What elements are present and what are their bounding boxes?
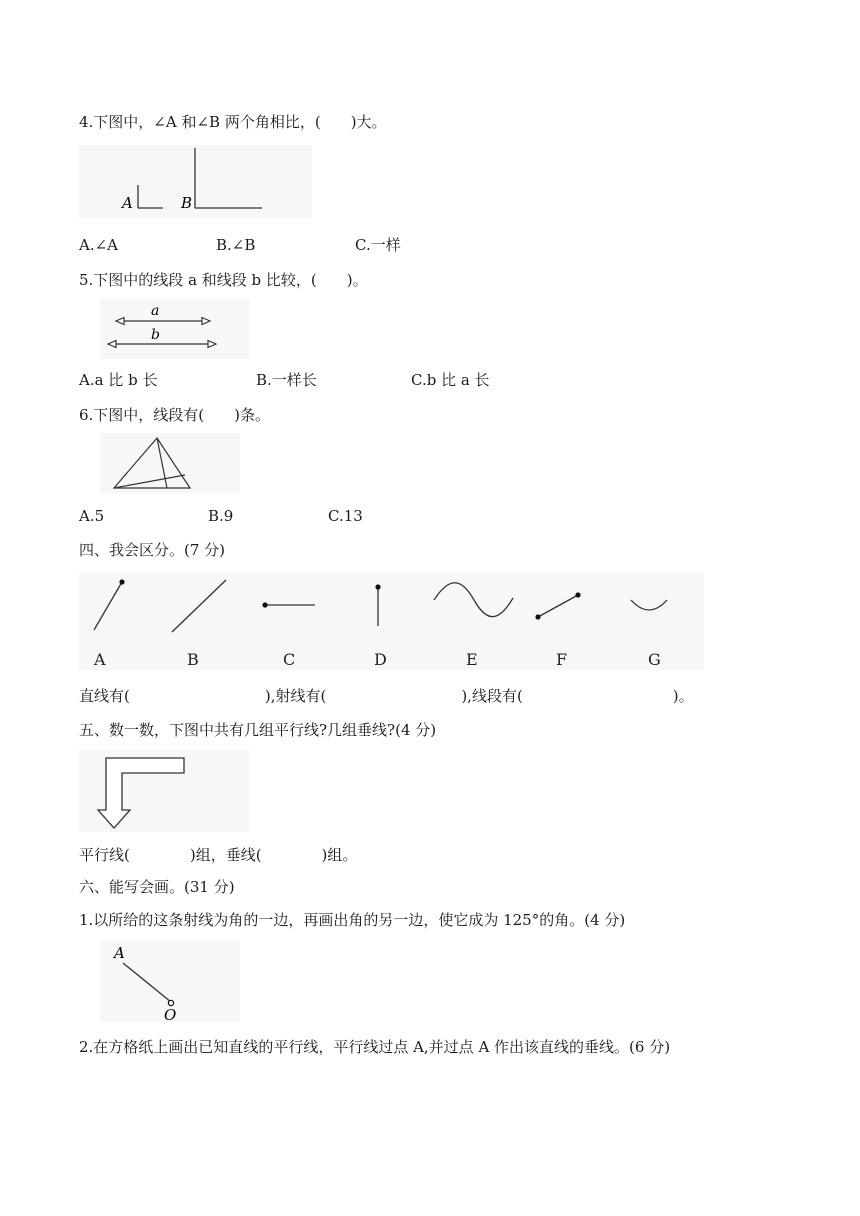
s4-label-g: G bbox=[648, 650, 661, 669]
q4-text: 4.下图中，∠A 和∠B 两个角相比，( )大。 bbox=[79, 113, 387, 131]
q6-option-a: A.5 bbox=[79, 507, 105, 525]
q5-option-c: C.b 比 a 长 bbox=[411, 371, 490, 389]
s4-answer-line: 直线有( ),射线有( ),线段有( )。 bbox=[79, 687, 694, 705]
q5-option-a: A.a 比 b 长 bbox=[79, 371, 158, 389]
s4-label-a: A bbox=[94, 650, 106, 669]
q4-figure bbox=[79, 145, 312, 218]
q6-figure bbox=[100, 433, 240, 493]
s6-q1-label-a: A bbox=[114, 944, 125, 962]
figure-a-ray bbox=[94, 582, 122, 630]
q5-label-b: b bbox=[151, 327, 160, 343]
q5-text: 5.下图中的线段 a 和线段 b 比较，( )。 bbox=[79, 271, 368, 289]
s6-heading: 六、能写会画。(31 分) bbox=[79, 878, 235, 896]
q6-option-b: B.9 bbox=[208, 507, 234, 525]
q4-option-a: A.∠A bbox=[79, 236, 119, 254]
s6-q2-text: 2.在方格纸上画出已知直线的平行线，平行线过点 A,并过点 A 作出该直线的垂线。(6 分) bbox=[79, 1038, 671, 1056]
q6-option-c: C.13 bbox=[328, 507, 363, 525]
q6-text: 6.下图中，线段有( )条。 bbox=[79, 406, 271, 424]
s6-q1-text: 1.以所给的这条射线为角的一边，再画出角的另一边，使它成为 125°的角。(4 分) bbox=[79, 911, 626, 929]
q5-option-b: B.一样长 bbox=[256, 371, 317, 389]
figure-e-curve bbox=[434, 583, 513, 617]
s4-figure bbox=[79, 572, 704, 670]
s4-label-d: D bbox=[374, 650, 387, 669]
arrow-shape bbox=[98, 758, 184, 828]
s4-heading: 四、我会区分。(7 分) bbox=[79, 541, 226, 559]
s5-figure bbox=[79, 750, 249, 832]
figure-b-line bbox=[172, 580, 226, 632]
s5-heading: 五、数一数，下图中共有几组平行线?几组垂线?(4 分) bbox=[79, 721, 437, 739]
s6-q1-figure bbox=[100, 940, 240, 1022]
s4-label-b: B bbox=[187, 650, 199, 669]
q4-option-b: B.∠B bbox=[216, 236, 256, 254]
q4-option-c: C.一样 bbox=[355, 236, 401, 254]
s4-label-f: F bbox=[556, 650, 568, 669]
q5-label-a: a bbox=[151, 303, 160, 319]
q5-figure bbox=[100, 299, 250, 359]
q4-label-a: A bbox=[122, 194, 133, 212]
s5-answer-line: 平行线( )组，垂线( )组。 bbox=[79, 846, 358, 864]
s4-label-e: E bbox=[466, 650, 478, 669]
figure-f-segment bbox=[538, 595, 578, 617]
figure-g-arc bbox=[631, 600, 667, 610]
s6-q1-label-o: O bbox=[164, 1006, 177, 1022]
q4-label-b: B bbox=[181, 194, 193, 212]
s4-label-c: C bbox=[283, 650, 296, 669]
